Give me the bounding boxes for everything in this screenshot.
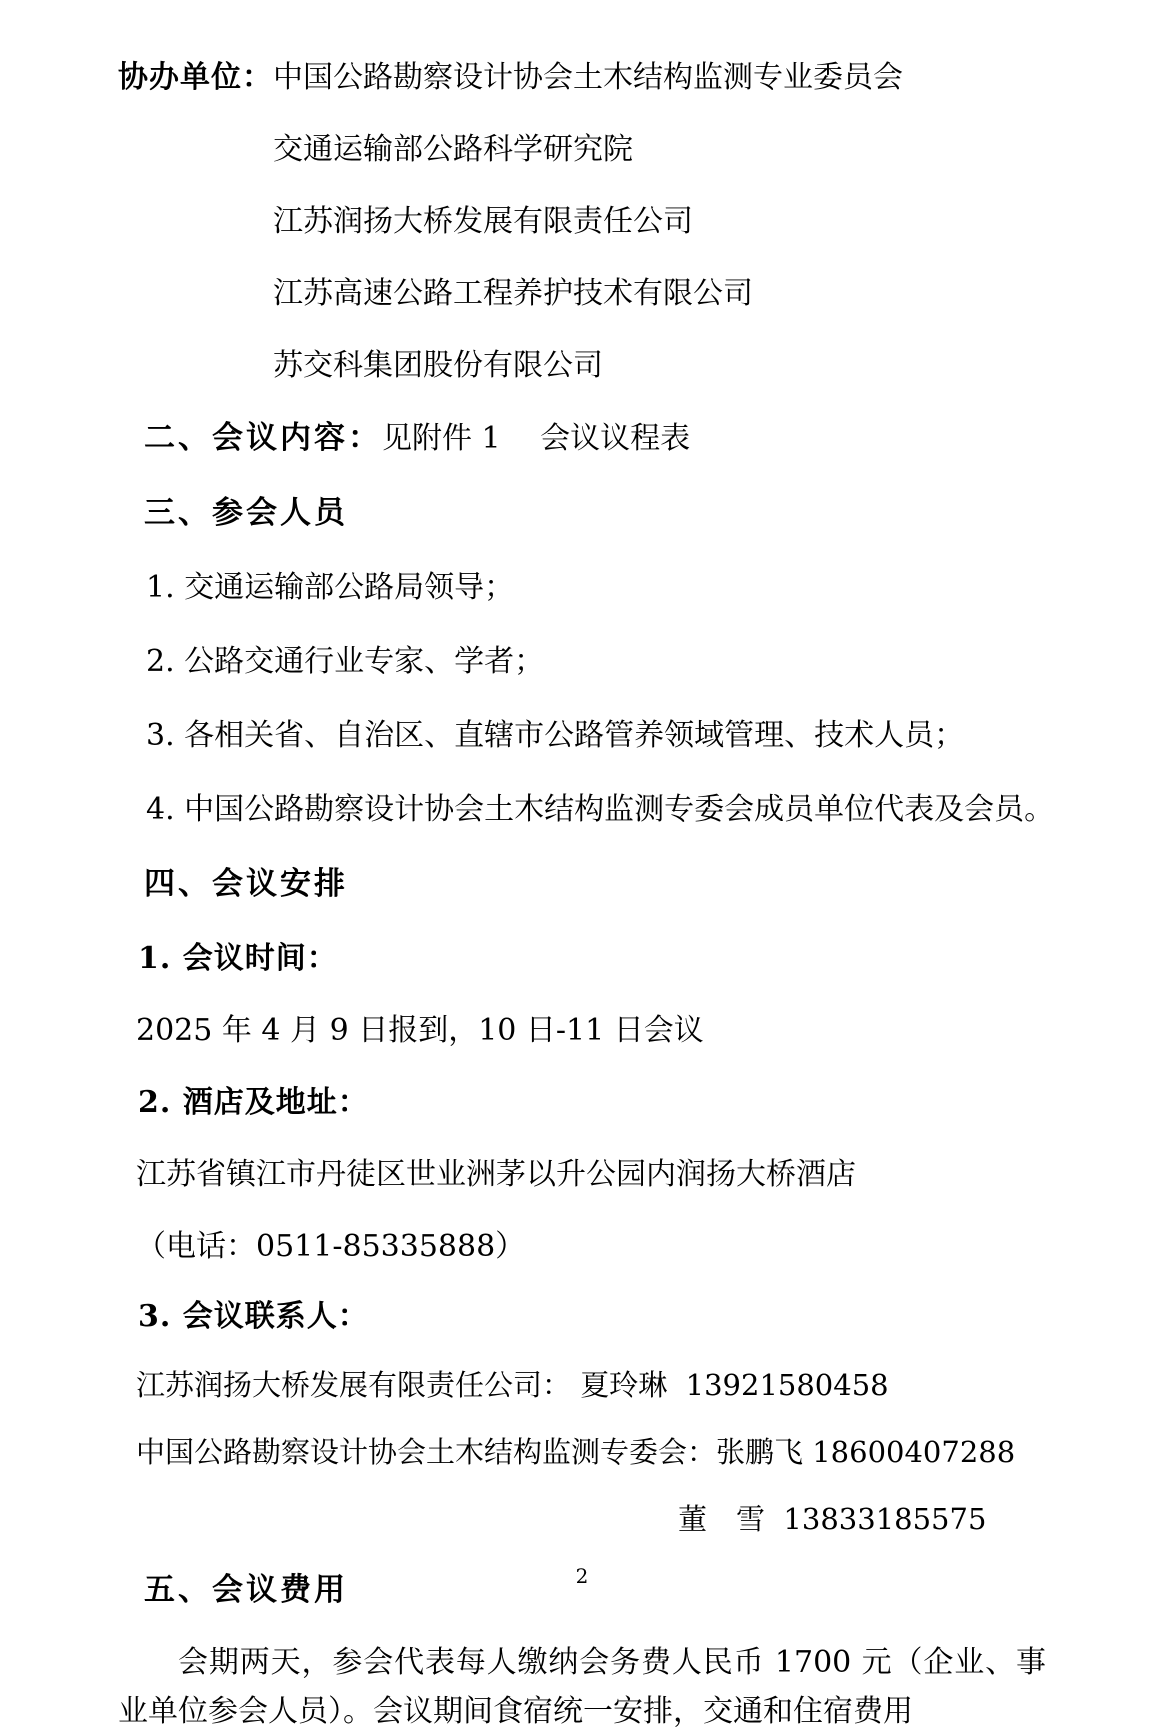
- fee-paragraph: 会期两天，参会代表每人缴纳会务费人民币 1700 元（企业、事业单位参会人员）。会议期间食宿统一安排，交通和住宿费用: [118, 1645, 1046, 1729]
- section-two: [118, 412, 1046, 457]
- list-item: 交通运输部公路科学研究院: [273, 132, 633, 167]
- contact-item: 董 雪 13833185575: [678, 1502, 987, 1536]
- section-two-text: 见附件 1 会议议程表: [382, 421, 691, 456]
- list-item: 1. 交通运输部公路局领导；: [146, 570, 515, 605]
- meeting-time-text: 2025 年 4 月 9 日报到，10 日-11 日会议: [136, 1013, 704, 1048]
- hotel-phone-text: （电话：0511-85335888）: [136, 1229, 526, 1264]
- hotel-address-heading: 2. 酒店及地址：: [138, 1085, 369, 1120]
- list-item: 2. 公路交通行业专家、学者；: [146, 644, 545, 679]
- section-three-heading: 三、参会人员: [144, 495, 348, 531]
- contact-item: 江苏润扬大桥发展有限责任公司： 夏玲琳 13921580458: [136, 1368, 889, 1402]
- page-number: 2: [575, 1564, 589, 1588]
- section-two-heading: 二、会议内容：: [144, 420, 382, 456]
- section-five-heading: 五、会议费用: [144, 1572, 348, 1608]
- list-item: 中国公路勘察设计协会土木结构监测专业委员会: [273, 60, 903, 95]
- section-four-heading: 四、会议安排: [144, 866, 348, 902]
- list-item: 江苏高速公路工程养护技术有限公司: [273, 276, 753, 311]
- list-item: 4. 中国公路勘察设计协会土木结构监测专委会成员单位代表及会员。: [146, 792, 1055, 827]
- contact-item: 中国公路勘察设计协会土木结构监测专委会：张鹏飞 18600407288: [136, 1435, 1016, 1469]
- list-item: 3. 各相关省、自治区、直辖市公路管养领域管理、技术人员；: [146, 718, 965, 753]
- contacts-heading: 3. 会议联系人：: [138, 1299, 369, 1334]
- coorganizers-block: [118, 52, 1046, 412]
- coorganizers-label: 协办单位：: [118, 60, 273, 95]
- list-item: 江苏润扬大桥发展有限责任公司: [273, 204, 693, 239]
- list-item: 苏交科集团股份有限公司: [273, 348, 603, 383]
- meeting-time-heading: 1. 会议时间：: [138, 941, 338, 976]
- hotel-address-text: 江苏省镇江市丹徒区世业洲茅以升公园内润扬大桥酒店: [136, 1157, 856, 1192]
- coorganizers-list: [273, 52, 903, 412]
